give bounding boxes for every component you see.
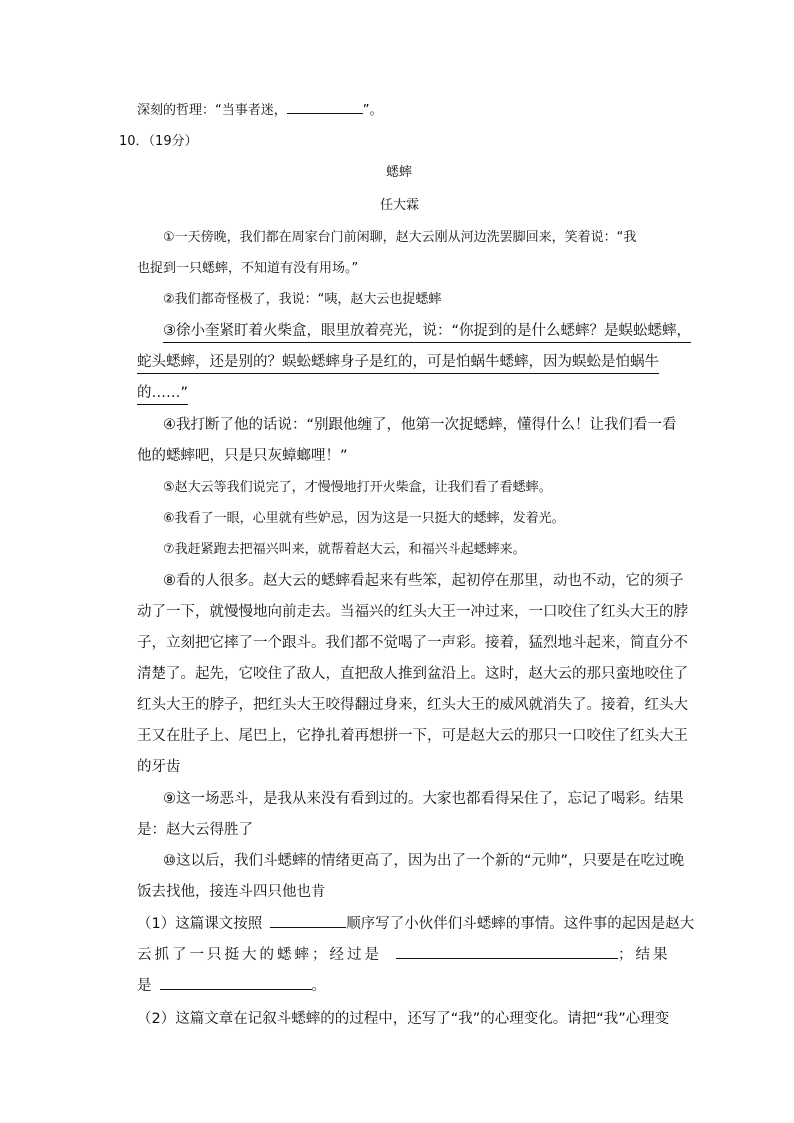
article-author: 任大霖: [380, 198, 420, 213]
paragraph-5: ⑤赵大云等我们说完了，才慢慢地打开火柴盒，让我们看了看蟋蟀。: [163, 480, 552, 495]
paragraph-8-line-6: 王又在肚子上、尾巴上，它挣扎着再想拼一下，可是赵大云的那只一口咬住了红头大王: [137, 728, 688, 744]
paragraph-8-line-5: 红头大王的脖子，把红头大王咬得翻过身来，红头大王的威风就消失了。接着，红头大: [137, 697, 688, 713]
paragraph-8-line-3: 子，立刻把它摔了一个跟斗。我们都不觉喝了一声彩。接着，猛烈地斗起来，简直分不: [137, 635, 688, 651]
answer-blank-order[interactable]: [270, 926, 346, 928]
subquestion-1-line-2: [137, 948, 671, 963]
paragraph-1-line-1: ①一天傍晚，我们都在周家台门前闲聊，赵大云刚从河边洗罢脚回来，笑着说：“我: [163, 230, 637, 245]
question-points: （19分）: [148, 134, 198, 149]
paragraph-4-line-1: ④我打断了他的话说：“别跟他缠了，他第一次捉蟋蟀，懂得什么！让我们看一看: [163, 417, 677, 433]
answer-blank-result[interactable]: [160, 988, 312, 990]
paragraph-9-line-2: 是：赵大云得胜了: [137, 822, 253, 838]
paragraph-2: ②我们都奇怪极了，我说：“咦，赵大云也捉蟋蟀: [163, 292, 442, 307]
subquestion-1-part-e: 是: [137, 978, 152, 994]
article-title: 蟋蟀: [386, 165, 413, 180]
question-header: [119, 135, 198, 148]
question-number: 10．: [119, 134, 149, 149]
paragraph-3-line-2: 蛇头蟋蟀，还是别的？蜈蚣蟋蟀身子是红的，可是怕蜗牛蟋蟀，因为蜈蚣是怕蜗牛: [137, 355, 659, 374]
paragraph-8-line-2: 动了一下，就慢慢地向前走去。当福兴的红头大王一冲过来，一口咬住了红头大王的脖: [137, 604, 688, 620]
paragraph-8-line-1: ⑧看的人很多。赵大云的蟋蟀看起来有些笨，起初停在那里，动也不动，它的须子: [163, 573, 684, 589]
paragraph-8-line-7: 的牙齿: [137, 759, 181, 775]
subquestion-1-line-3: [137, 979, 326, 994]
answer-blank[interactable]: [287, 112, 363, 114]
subquestion-1-part-c: 云抓了一只挺大的蟋蟀；经过是: [137, 947, 382, 963]
subquestion-1-part-b: 顺序写了小伙伴们斗蟋蟀的事情。这件事的起因是赵大: [346, 916, 695, 932]
subquestion-1-part-a: （1）这篇课文按照: [137, 916, 263, 932]
paragraph-10-line-2: 饭去找他，接连斗四只他也肯: [137, 884, 326, 900]
paragraph-1-line-2: 也捉到一只蟋蟀，不知道有没有用场。”: [137, 261, 359, 276]
paragraph-7: ⑦我赶紧跑去把福兴叫来，就帮着赵大云，和福兴斗起蟋蟀来。: [163, 542, 526, 557]
answer-blank-process[interactable]: [396, 957, 618, 959]
prev-question-prefix: 深刻的哲理：“当事者迷，: [137, 103, 287, 118]
paragraph-10-line-1: ⑩这以后，我们斗蟋蟀的情绪更高了，因为出了一个新的“元帅”，只要是在吃过晚: [163, 853, 685, 869]
subquestion-1-part-d: ；结果: [618, 947, 671, 963]
paragraph-3-line-3: 的……”: [137, 386, 188, 405]
subquestion-1-part-f: 。: [311, 978, 326, 994]
paragraph-8-line-4: 清楚了。起先，它咬住了敌人，直把敌人推到盆沿上。这时，赵大云的那只蛮地咬住了: [137, 666, 688, 682]
subquestion-2-line-1: （2）这篇文章在记叙斗蟋蟀的的过程中，还写了“我”的心理变化。请把“我”心理变: [137, 1011, 670, 1027]
prev-question-line: [137, 104, 383, 117]
paragraph-4-line-2: 他的蟋蟀吧，只是只灰蟑螂哩！”: [137, 448, 348, 464]
subquestion-1-line-1: [137, 917, 694, 932]
paragraph-6: ⑥我看了一眼，心里就有些妒忌，因为这是一只挺大的蟋蟀，发着光。: [163, 511, 565, 526]
paragraph-9-line-1: ⑨这一场恶斗，是我从来没有看到过的。大家也都看得呆住了，忘记了喝彩。结果: [163, 791, 684, 807]
prev-question-suffix: ”。: [362, 103, 383, 118]
paragraph-3-line-1: ③徐小奎紧盯着火柴盒，眼里放着亮光，说：“你捉到的是什么蟋蟀？是蜈蚣蟋蟀，: [163, 324, 691, 343]
